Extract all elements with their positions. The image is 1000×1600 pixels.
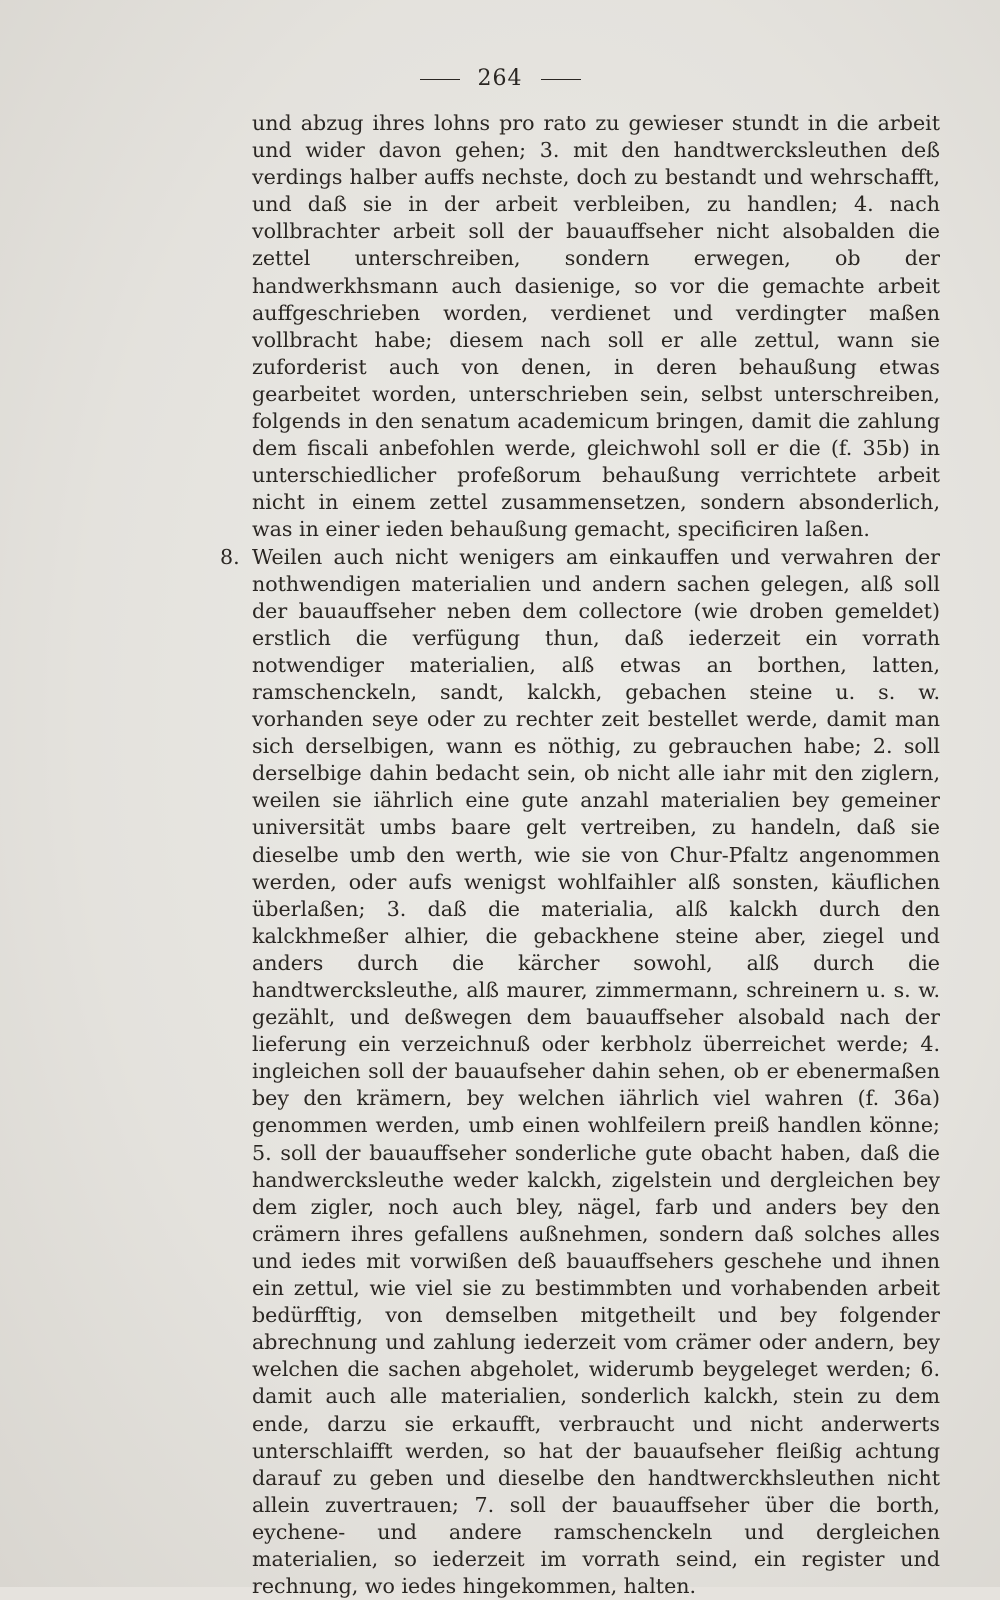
page-number: 264 — [478, 66, 523, 91]
header-rule-left — [420, 79, 460, 80]
page-header — [0, 66, 1000, 91]
header-rule-right — [541, 79, 581, 80]
body-text — [252, 110, 940, 1600]
section-number: 8. — [220, 544, 240, 571]
section-8-text: Weilen auch nicht wenigers am einkauffen und verwahren der nothwendigen materialien und andern sachen gelegen, alß soll der bauauffseher neben dem collectore (wie droben gemeldet) erstlich die verfügung thun, daß iederzeit ein vorrath notwendiger materialien, alß etwas an borthen, latten, ramschenckeln, sandt, kalckh, gebachen steine u. s. w. vorhanden seye oder zu rechter zeit bestellet werde, damit man sich derselbigen, wann es nöthig, zu gebrauchen habe; 2. soll derselbige dahin bedacht sein, ob nicht alle iahr mit den ziglern, weilen sie iährlich eine gute anzahl materialien bey gemeiner universität umbs baare gelt vertreiben, zu handeln, daß sie dieselbe umb den werth, wie sie von Chur-Pfaltz angenommen werden, oder aufs wenigst wohlfaihler alß sonsten, käuflichen überlaßen; 3. daß die materialia, alß kalckh durch den kalckhmeßer alhier, die gebackhene steine aber, ziegel und anders durch die kärcher sowohl, alß durch die handtwercksleuthe, alß maurer, zimmermann, schreinern u. s. w. gezählt, und deßwegen dem bauauffseher alsobald nach der lieferung ein verzeichnuß oder kerbholz überreichet werde; 4. ingleichen soll der bauaufseher dahin sehen, ob er ebenermaßen bey den krämern, bey welchen iährlich viel wahren (f. 36a) genommen werden, umb einen wohlfeilern preiß handlen könne; 5. soll der bauauffseher sonderliche gute obacht haben, daß die handwercksleuthe weder kalckh, zigelstein und dergleichen bey dem zigler, noch auch bley, nägel, farb und anders bey den crämern ihres gefallens außnehmen, sondern daß solches alles und iedes mit vorwißen deß bauauffsehers geschehe und ihnen ein zettul, wie viel sie zu bestimmbten und vorhabenden arbeit bedürfftig, von demselben mitgetheilt und bey folgender abrechnung und zahlung iederzeit vom crämer oder andern, bey welchen die sachen abgeholet, widerumb beygeleget werden; 6. damit auch alle materialien, sonderlich kalckh, stein zu dem ende, darzu sie erkaufft, verbraucht und nicht anderwerts unterschlaifft werden, so hat der bauaufseher fleißig achtung darauf zu geben und dieselbe den handtwerckhsleuthen nicht allein zuvertrauen; 7. soll der bauauffseher über die borth, eychene- und andere ramschenckeln und dergleichen materialien, so iederzeit im vorrath seind, ein register und rechnung, wo iedes hingekommen, halten. — [252, 544, 940, 1600]
paragraph-continuation: und abzug ihres lohns pro rato zu gewieser stundt in die arbeit und wider davon gehen; 3. mit den handtwercksleuthen deß verdings halber auffs nechste, doch zu bestandt und wehrschafft, und daß sie in der arbeit verbleiben, zu handlen; 4. nach vollbrachter arbeit soll der bauauffseher nicht alsobalden die zettel unterschreiben, sondern erwegen, ob der handwerkhsmann auch dasienige, so vor die gemachte arbeit auffgeschrieben worden, verdienet und verdingter maßen vollbracht habe; diesem nach soll er alle zettul, wann sie zuforderist auch von denen, in deren behaußung etwas gearbeitet worden, unterschrieben sein, selbst unterschreiben, folgends in den senatum academicum bringen, damit die zahlung dem fiscali anbefohlen werde, gleichwohl soll er die (f. 35b) in unterschiedlicher profeßorum behaußung verrichtete arbeit nicht in einem zettel zusammensetzen, sondern absonderlich, was in einer ieden behaußung gemacht, specificiren laßen. — [252, 110, 940, 544]
paragraph-section-8 — [252, 544, 940, 1600]
